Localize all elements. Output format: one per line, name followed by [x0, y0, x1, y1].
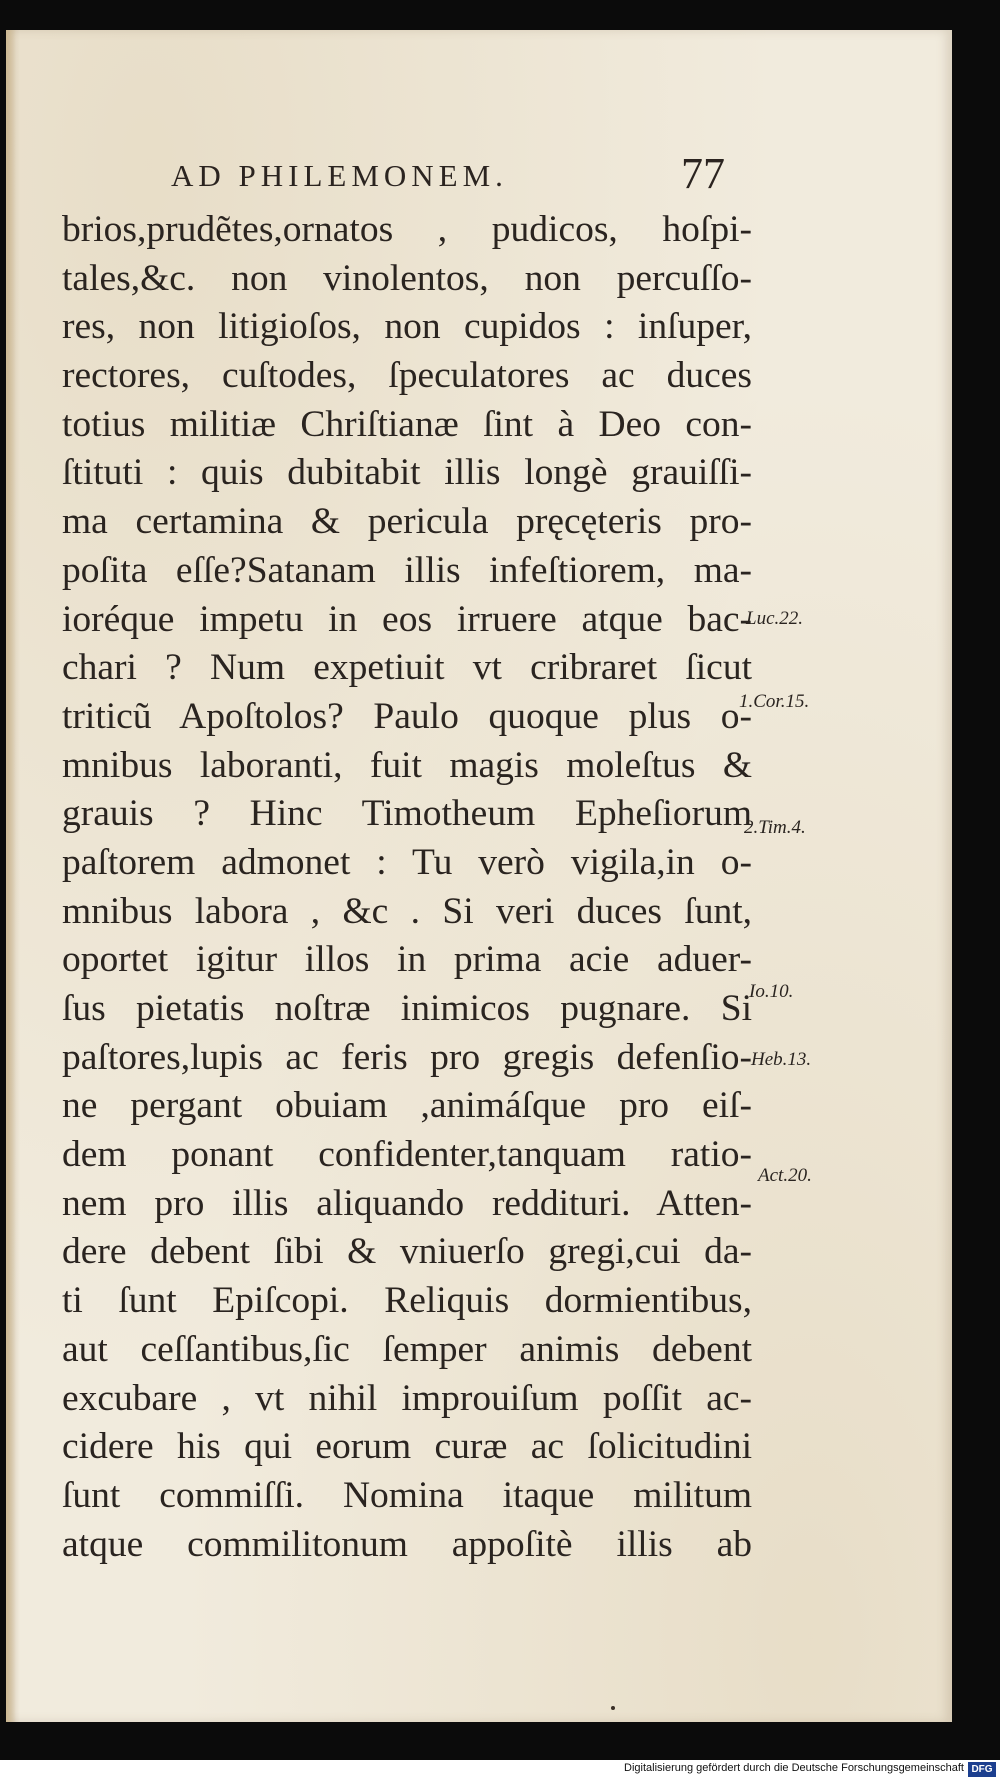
text-line: mnibus laboranti, fuit magis moleſtus & [62, 744, 752, 786]
text-line: brios,prudẽtes,ornatos , pudicos, hoſpi- [62, 209, 752, 250]
text-line: poſita eſſe?Satanam illis infeſtiorem, ma- [62, 549, 752, 591]
marginal-note-tim: 2.Tim.4. [744, 817, 806, 838]
text-line: excubare , vt nihil improuiſum poſſit ac- [62, 1377, 752, 1419]
text-line: oportet igitur illos in prima acie aduer- [62, 939, 752, 981]
text-line: nem pro illis aliquando reddituri. Atten- [62, 1182, 752, 1224]
marginal-note-io: Io.10. [749, 981, 794, 1002]
page-gutter-shadow [6, 30, 16, 1722]
text-line: dere debent ſibi & vniuerſo gregi,cui da- [62, 1231, 752, 1273]
text-line: ſtituti : quis dubitabit illis longè grauiſſi- [62, 452, 752, 494]
text-line: triticũ Apoſtolos? Paulo quoque plus o- [62, 695, 752, 737]
text-line: chari ? Num expetiuit vt cribraret ſicut [62, 647, 752, 689]
book-page [6, 30, 952, 1722]
text-line: ioréque impetu in eos irruere atque bac- [62, 598, 752, 640]
digitization-footer [0, 1760, 1000, 1780]
marginal-note-act: Act.20. [758, 1165, 812, 1186]
marginal-note-luc: Luc.22. [746, 608, 803, 629]
text-line: ne pergant obuiam ,animáſque pro eiſ- [62, 1085, 752, 1127]
text-line: grauis ? Hinc Timotheum Epheſiorum [62, 793, 752, 835]
text-line: dem ponant confidenter,tanquam ratio- [62, 1134, 752, 1176]
funding-credit: Digitalisierung gefördert durch die Deutsche Forschungsgemeinschaft [624, 1762, 964, 1774]
page-number: 77 [681, 149, 725, 198]
text-line: aut ceſſantibus,ſic ſemper animis debent [62, 1328, 752, 1370]
text-line: tales,&c. non vinolentos, non percuſſo- [62, 257, 752, 299]
marginal-note-heb: Heb.13. [751, 1049, 812, 1070]
text-line: ſus pietatis noſtræ inimicos pugnare. Si [62, 988, 752, 1029]
dfg-logo: DFG [968, 1762, 996, 1777]
text-line: ſunt commiſſi. Nomina itaque militum [62, 1474, 752, 1516]
text-line: rectores, cuſtodes, ſpeculatores ac duces [62, 355, 752, 397]
text-line: cidere his qui eorum curæ ac ſolicitudini [62, 1426, 752, 1468]
text-line: res, non litigioſos, non cupidos : inſuper, [62, 306, 752, 348]
text-line: mnibus labora , &c . Si veri duces ſunt, [62, 890, 752, 932]
text-line: totius militiæ Chriſtianæ ſint à Deo con- [62, 403, 752, 445]
body-text [62, 206, 752, 1569]
running-head [6, 128, 952, 208]
text-line: paſtores,lupis ac feris pro gregis defenſio- [62, 1036, 752, 1078]
text-line: ti ſunt Epiſcopi. Reliquis dormientibus, [62, 1280, 752, 1322]
running-title: AD PHILEMONEM. [171, 158, 508, 193]
ink-speck [611, 1706, 615, 1710]
marginal-note-cor: 1.Cor.15. [739, 691, 810, 712]
text-line: atque commilitonum appoſitè illis ab [62, 1523, 752, 1565]
text-line: ma certamina & pericula pręcęteris pro- [62, 501, 752, 543]
text-line: paſtorem admonet : Tu verò vigila,in o- [62, 841, 752, 883]
